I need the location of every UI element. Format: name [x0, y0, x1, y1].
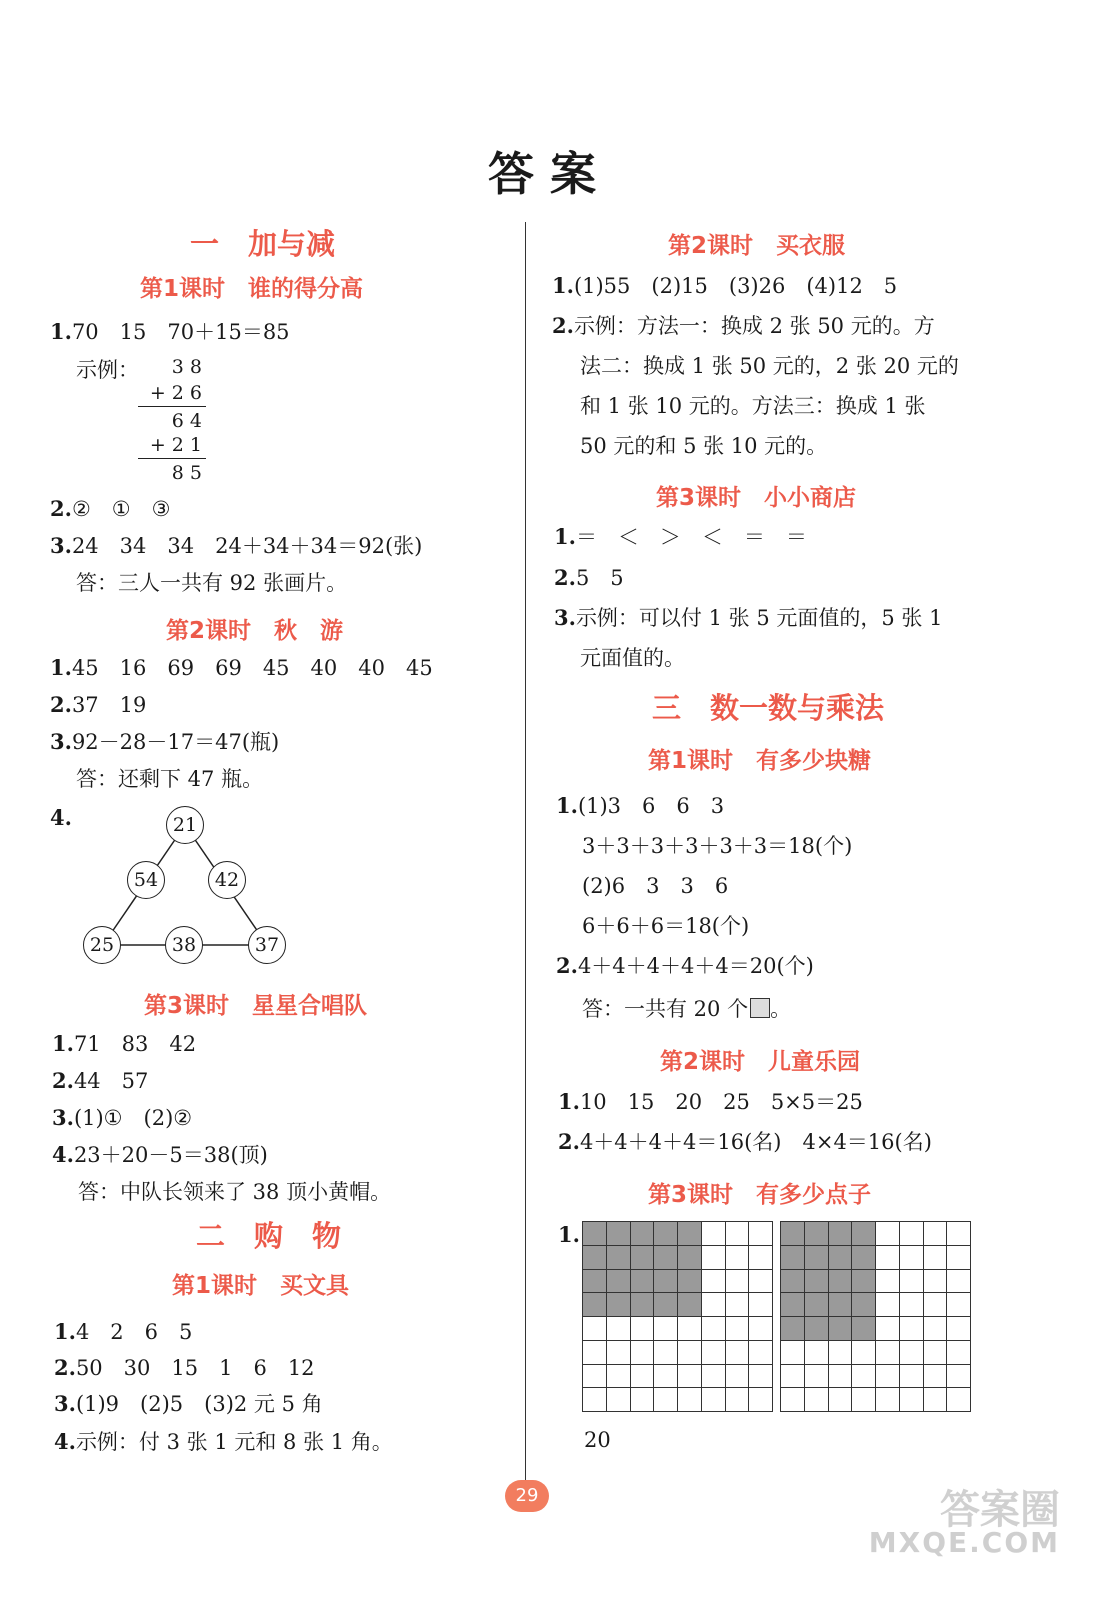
- grid-cell: [607, 1222, 631, 1246]
- answer-line: 3.(1)9 (2)5 (3)2 元 5 角: [54, 1391, 323, 1416]
- grid-cell: [607, 1246, 631, 1270]
- grid-cell: [947, 1388, 971, 1412]
- grid-cell: [702, 1341, 726, 1365]
- grid-cell: [678, 1246, 702, 1270]
- grid-cell: [583, 1270, 607, 1294]
- grid-cell: [702, 1246, 726, 1270]
- grid-cell: [924, 1246, 948, 1270]
- grid-cell: [852, 1246, 876, 1270]
- grid-cell: [805, 1388, 829, 1412]
- grid-cell: [900, 1388, 924, 1412]
- grid-cell: [607, 1388, 631, 1412]
- answer-line: 1.10 15 20 25 5×5＝25: [558, 1089, 863, 1114]
- grid-cell: [749, 1293, 773, 1317]
- grid-cell: [726, 1317, 750, 1341]
- grid-cell: [805, 1246, 829, 1270]
- grid-cell: [852, 1222, 876, 1246]
- grid-cell: [726, 1341, 750, 1365]
- grid-cell: [900, 1365, 924, 1389]
- grid-cell: [805, 1293, 829, 1317]
- grid-cell: [631, 1293, 655, 1317]
- answer-line-cont: 和 1 张 10 元的。方法三：换成 1 张: [580, 394, 926, 418]
- grid-cell: [678, 1222, 702, 1246]
- grid-cell: [678, 1341, 702, 1365]
- grid-cell: [852, 1317, 876, 1341]
- grid-cell: [654, 1317, 678, 1341]
- answer-line-cont: 50 元的和 5 张 10 元的。: [580, 434, 828, 458]
- lesson-heading: 第3课时 小小商店: [656, 485, 857, 511]
- grid-cell: [654, 1341, 678, 1365]
- grid-cell: [876, 1317, 900, 1341]
- grid-cell: [829, 1341, 853, 1365]
- grid-cell: [583, 1246, 607, 1270]
- answer-line: 1.4 2 6 5: [54, 1319, 193, 1344]
- grid-cell: [852, 1388, 876, 1412]
- answer-line: 1.＝ ＜ ＞ ＜ ＝ ＝: [554, 524, 807, 549]
- grid-cell: [947, 1365, 971, 1389]
- grid-cell: [852, 1293, 876, 1317]
- grid-cell: [583, 1222, 607, 1246]
- grid-cell: [947, 1317, 971, 1341]
- grid-cell: [829, 1222, 853, 1246]
- grid-cell: [900, 1293, 924, 1317]
- grid-cell: [607, 1365, 631, 1389]
- grid-cell: [805, 1317, 829, 1341]
- answer-line: 2.5 5: [554, 565, 624, 590]
- calc-row: + 2 6: [149, 382, 202, 404]
- grid-cell: [829, 1293, 853, 1317]
- triangle-node: 38: [165, 926, 203, 964]
- grid-cell: [924, 1293, 948, 1317]
- grid-cell: [607, 1293, 631, 1317]
- answer-line: 3.(1)① (2)②: [52, 1105, 193, 1130]
- unit-1-heading: 一 加与减: [190, 227, 336, 261]
- grid-cell: [900, 1246, 924, 1270]
- grid-cell: [947, 1293, 971, 1317]
- grid-cell: [781, 1246, 805, 1270]
- answer-line: 1.71 83 42: [52, 1031, 197, 1056]
- grid-cell: [781, 1270, 805, 1294]
- grid-cell: [749, 1317, 773, 1341]
- example-label: 示例：: [76, 358, 139, 382]
- grid-cell: [924, 1270, 948, 1294]
- grid-cell: [781, 1388, 805, 1412]
- grid-cell: [749, 1246, 773, 1270]
- grid-cell: [852, 1270, 876, 1294]
- grid-cell: [947, 1341, 971, 1365]
- vertical-calculation: [130, 356, 220, 486]
- unit-3-heading: 三 数一数与乘法: [652, 691, 885, 725]
- triangle-node: 37: [248, 926, 286, 964]
- grid-cell: [726, 1388, 750, 1412]
- grid-cell: [876, 1246, 900, 1270]
- calc-row: 6 4: [171, 410, 202, 432]
- grid-cell: [654, 1270, 678, 1294]
- answer-line-cont: 元面值的。: [580, 646, 685, 670]
- grid-cell: [924, 1341, 948, 1365]
- answer-line: 1.70 15 70＋15＝85: [50, 319, 290, 344]
- grid-cell: [876, 1365, 900, 1389]
- grid-cell: [678, 1293, 702, 1317]
- grid-cell: [749, 1388, 773, 1412]
- grid-cell: [583, 1317, 607, 1341]
- grid-cell: [829, 1246, 853, 1270]
- unit-2-heading: 二 购 物: [196, 1219, 342, 1253]
- triangle-node: 42: [208, 861, 246, 899]
- grid-cell: [654, 1246, 678, 1270]
- grid-cell: [583, 1388, 607, 1412]
- answer-line-cont: (2)6 3 3 6: [582, 874, 729, 898]
- grid-cell: [702, 1365, 726, 1389]
- grid-cell: [726, 1246, 750, 1270]
- answer-sentence: 答：还剩下 47 瓶。: [76, 767, 264, 791]
- watermark-url: MXQE.COM: [868, 1526, 1060, 1559]
- grid-cell: [947, 1270, 971, 1294]
- answer-line: 3.24 34 34 24＋34＋34＝92(张): [50, 533, 423, 558]
- grid-answer: 20: [584, 1428, 611, 1452]
- calc-row: + 2 1: [149, 434, 202, 456]
- lesson-heading: 第3课时 有多少点子: [648, 1182, 872, 1208]
- grid-cell: [829, 1317, 853, 1341]
- page-number-badge: 29: [505, 1480, 549, 1512]
- lesson-heading: 第1课时 有多少块糖: [648, 748, 872, 774]
- grid-cell: [726, 1270, 750, 1294]
- grid-cell: [583, 1365, 607, 1389]
- grid-cell: [900, 1317, 924, 1341]
- grid-cell: [583, 1341, 607, 1365]
- grid-cell: [678, 1365, 702, 1389]
- answer-line-cont: 法二：换成 1 张 50 元的，2 张 20 元的: [580, 354, 959, 378]
- answer-line: 2.4＋4＋4＋4＝16(名) 4×4＝16(名): [558, 1129, 932, 1154]
- grid-cell: [852, 1341, 876, 1365]
- grid-cell: [781, 1293, 805, 1317]
- answer-line: 1.(1)3 6 6 3: [556, 793, 725, 818]
- grid-cell: [631, 1341, 655, 1365]
- answer-line: 2.44 57: [52, 1068, 149, 1093]
- grid-cell: [781, 1222, 805, 1246]
- answer-line: 3.示例：可以付 1 张 5 元面值的，5 张 1: [554, 605, 943, 630]
- grid-cell: [876, 1388, 900, 1412]
- grid-cell: [726, 1293, 750, 1317]
- grid-cell: [781, 1341, 805, 1365]
- lesson-heading: 第1课时 谁的得分高: [140, 276, 364, 302]
- answer-line-cont: 6＋6＋6＝18(个): [582, 914, 750, 938]
- lesson-heading: 第3课时 星星合唱队: [144, 993, 368, 1019]
- grid-cell: [900, 1270, 924, 1294]
- grid-cell: [805, 1365, 829, 1389]
- grid-cell: [924, 1317, 948, 1341]
- question-number: 1.: [558, 1222, 580, 1247]
- calc-rule: [138, 406, 206, 407]
- grid-cell: [631, 1317, 655, 1341]
- grid-cell: [852, 1365, 876, 1389]
- calc-row: 3 8: [171, 356, 202, 378]
- grid-cell: [631, 1270, 655, 1294]
- lesson-heading: 第1课时 买文具: [172, 1273, 350, 1299]
- grid-cell: [749, 1365, 773, 1389]
- answer-line: 1.45 16 69 69 45 40 40 45: [50, 655, 433, 680]
- grid-cell: [829, 1365, 853, 1389]
- lesson-heading: 第2课时 儿童乐园: [660, 1049, 861, 1075]
- grid-cell: [900, 1222, 924, 1246]
- triangle-node: 21: [166, 806, 204, 844]
- grid-cell: [805, 1341, 829, 1365]
- grid-cell: [607, 1270, 631, 1294]
- grid-cell: [654, 1222, 678, 1246]
- grid-cell: [876, 1341, 900, 1365]
- grid-cell: [607, 1341, 631, 1365]
- grid-cell: [829, 1388, 853, 1412]
- answer-line: 2.示例：方法一：换成 2 张 50 元的。方: [552, 313, 935, 338]
- grid-cell: [924, 1388, 948, 1412]
- grid-cell: [654, 1293, 678, 1317]
- question-number: 4.: [50, 805, 72, 830]
- grid-cell: [805, 1222, 829, 1246]
- column-divider: [525, 222, 526, 1490]
- grid-cell: [631, 1222, 655, 1246]
- grid-cell: [654, 1365, 678, 1389]
- answer-line: 4.示例：付 3 张 1 元和 8 张 1 角。: [54, 1429, 393, 1454]
- grid-cell: [781, 1365, 805, 1389]
- grid-cell: [702, 1270, 726, 1294]
- answer-line: 2.② ① ③: [50, 496, 171, 521]
- answer-line: 2.4＋4＋4＋4＋4＝20(个): [556, 953, 814, 978]
- grid-cell: [702, 1388, 726, 1412]
- grid-cell: [749, 1222, 773, 1246]
- grid-cell: [607, 1317, 631, 1341]
- grid-cell: [726, 1222, 750, 1246]
- page-title: 答案: [488, 147, 612, 201]
- grid-cell: [702, 1222, 726, 1246]
- grid-cell: [781, 1317, 805, 1341]
- triangle-node: 54: [127, 861, 165, 899]
- answer-sentence: 答：一共有 20 个 。: [582, 997, 792, 1021]
- cube-icon: [750, 998, 770, 1018]
- grid-cell: [678, 1270, 702, 1294]
- grid-cell: [678, 1388, 702, 1412]
- grid-cell: [924, 1365, 948, 1389]
- answer-sentence: 答：三人一共有 92 张画片。: [76, 571, 348, 595]
- grid-cell: [631, 1388, 655, 1412]
- grid-cell: [749, 1341, 773, 1365]
- watermark-logo: 答案圈: [940, 1487, 1060, 1533]
- grid-cell: [702, 1317, 726, 1341]
- grid-cell: [829, 1270, 853, 1294]
- answer-line: 2.50 30 15 1 6 12: [54, 1355, 315, 1380]
- triangle-node: 25: [83, 926, 121, 964]
- answer-sentence: 答：中队长领来了 38 顶小黄帽。: [78, 1180, 392, 1204]
- grid-cell: [583, 1293, 607, 1317]
- grid-cell: [947, 1246, 971, 1270]
- grid-cell: [924, 1222, 948, 1246]
- grid-cell: [631, 1365, 655, 1389]
- calc-row: 8 5: [171, 462, 202, 484]
- answer-line: 1.(1)55 (2)15 (3)26 (4)12 5: [552, 273, 898, 298]
- grid-cell: [876, 1270, 900, 1294]
- grid-cell: [631, 1246, 655, 1270]
- grid-cell: [702, 1293, 726, 1317]
- grid-cell: [678, 1317, 702, 1341]
- grid-cell: [805, 1270, 829, 1294]
- answer-line: 2.37 19: [50, 692, 147, 717]
- answer-line: 4.23＋20－5＝38(顶): [52, 1142, 268, 1167]
- lesson-heading: 第2课时 买衣服: [668, 233, 846, 259]
- grid-cell: [900, 1341, 924, 1365]
- grid-cell: [654, 1388, 678, 1412]
- grid-cell: [876, 1293, 900, 1317]
- grid-cell: [726, 1365, 750, 1389]
- dot-grid-right: [780, 1221, 971, 1412]
- answer-line-cont: 3＋3＋3＋3＋3＋3＝18(个): [582, 834, 853, 858]
- grid-cell: [749, 1270, 773, 1294]
- grid-cell: [876, 1222, 900, 1246]
- calc-rule: [138, 458, 206, 459]
- lesson-heading: 第2课时 秋 游: [166, 618, 344, 644]
- answer-line: 3.92－28－17＝47(瓶): [50, 729, 280, 754]
- dot-grid-left: [582, 1221, 773, 1412]
- grid-cell: [947, 1222, 971, 1246]
